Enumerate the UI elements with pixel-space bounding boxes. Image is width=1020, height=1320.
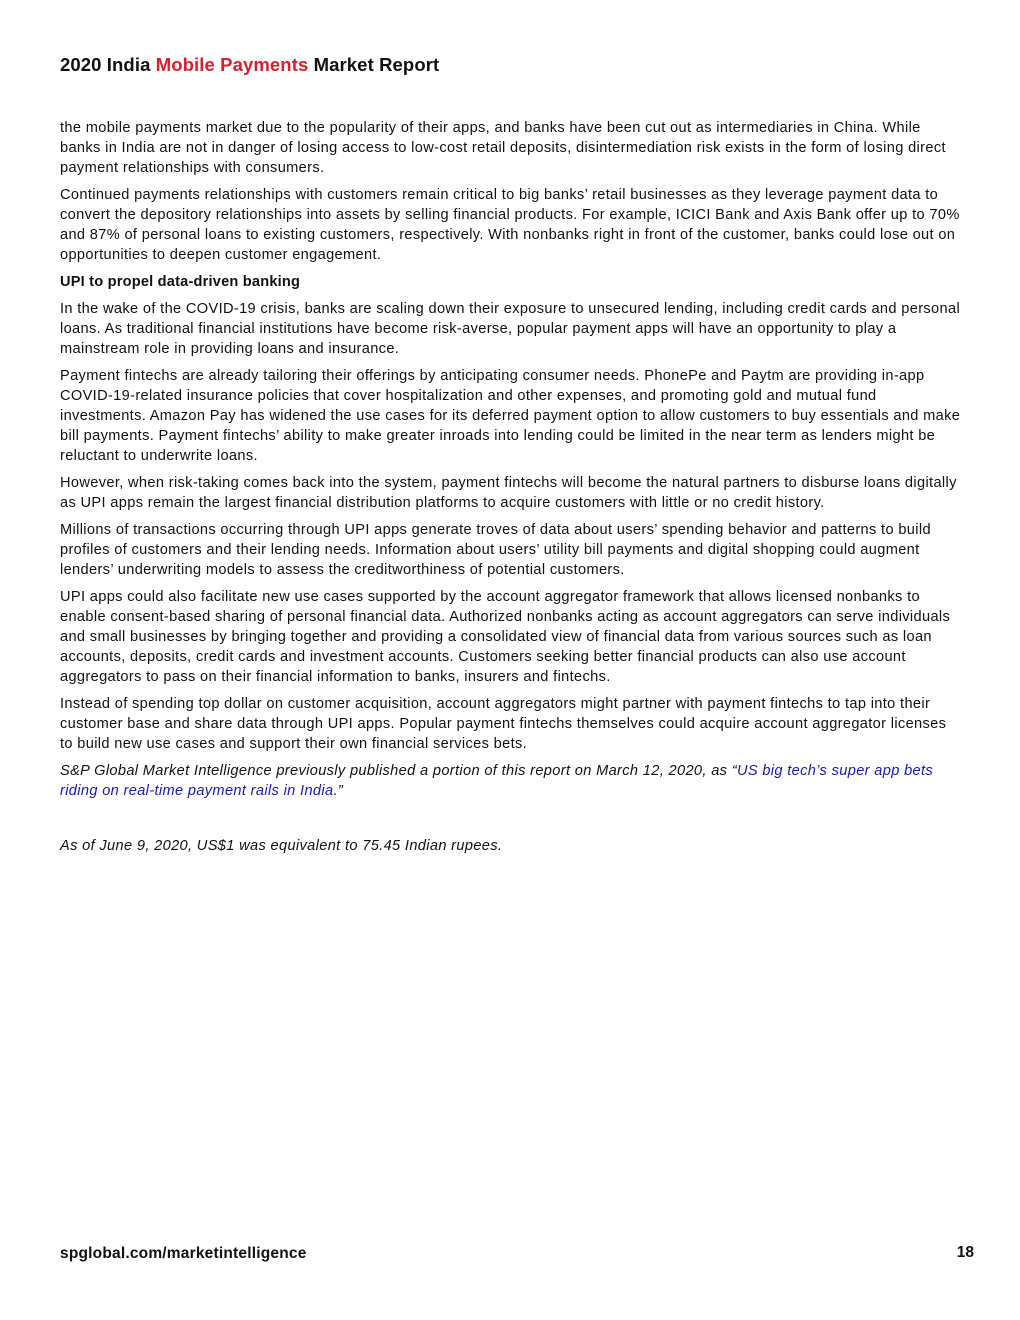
publication-note xyxy=(60,761,962,801)
paragraph-4: Payment fintechs are already tailoring their offerings by anticipating consumer needs. PhonePe and Paytm are providing in-app COVID-19-related insurance policies that cover hospitalization and other expenses, and promoting gold and mutual fund investments. Amazon Pay has widened the use cases for its deferred payment option to allow customers to buy essentials and make bill payments. Payment fintechs’ ability to make greater inroads into lending could be limited in the near term as lenders might be reluctant to underwrite loans. xyxy=(60,368,961,464)
footer-url: spglobal.com/marketintelligence xyxy=(60,1245,307,1262)
report-title-suffix: Market Report xyxy=(308,54,440,75)
paragraph-2: Continued payments relationships with customers remain critical to big banks’ retail businesses as they leverage payment data to convert the depository relationships into assets by selling financial products. For example, ICICI Bank and Axis Bank offer up to 70% and 87% of personal loans to existing customers, respectively. With nonbanks right in front of the customer, banks could lose out on opportunities to deepen customer engagement. xyxy=(60,187,960,263)
paragraph-1: the mobile payments market due to the popularity of their apps, and banks have been cut out as intermediaries in China. While banks in India are not in danger of losing access to low-cost retail deposits, disintermediation risk exists in the form of losing direct payment relationships with consumers. xyxy=(60,120,946,176)
report-title xyxy=(60,54,439,76)
paragraph-6: Millions of transactions occurring through UPI apps generate troves of data about users’ spending behavior and patterns to build profiles of customers and their lending needs. Information about users’ utility bill payments and digital shopping could augment lenders’ underwriting models to assess the creditworthiness of potential customers. xyxy=(60,522,931,578)
publication-note-suffix: .” xyxy=(333,783,344,799)
paragraph-3: In the wake of the COVID-19 crisis, banks are scaling down their exposure to unsecured lending, including credit cards and personal loans. As traditional financial institutions have become risk-averse, popular payment apps will have an opportunity to play a mainstream role in providing loans and insurance. xyxy=(60,301,961,357)
spacer xyxy=(60,808,962,836)
report-link[interactable]: US big tech’s super app bets riding on real-time payment rails in India xyxy=(60,763,934,799)
paragraph-7: UPI apps could also facilitate new use cases supported by the account aggregator framework that allows licensed nonbanks to enable consent-based sharing of personal financial data. Authorized nonbanks acting as account aggregators can serve individuals and small businesses by bringing together and providing a consolidated view of financial data from various sources such as loan accounts, deposits, credit cards and investment accounts. Customers seeking better financial products can also use account aggregators to pass on their financial information to banks, insurers and fintechs. xyxy=(60,589,951,685)
section-heading: UPI to propel data-driven banking xyxy=(60,274,301,290)
report-title-accent: Mobile Payments xyxy=(155,54,309,75)
page-number: 18 xyxy=(956,1244,974,1261)
article-body xyxy=(60,118,962,863)
paragraph-8: Instead of spending top dollar on customer acquisition, account aggregators might partner with payment fintechs to tap into their customer base and share data through UPI apps. Popular payment fintechs themselves could acquire account aggregator licenses to build new use cases and support their own financial services bets. xyxy=(60,696,947,752)
report-title-prefix: 2020 India xyxy=(60,54,156,75)
publication-note-prefix: S&P Global Market Intelligence previously published a portion of this report on March 12, 2020, as “ xyxy=(60,763,737,779)
paragraph-5: However, when risk-taking comes back into the system, payment fintechs will become the natural partners to disburse loans digitally as UPI apps remain the largest financial distribution platforms to acquire customers with little or no credit history. xyxy=(60,475,957,511)
currency-note: As of June 9, 2020, US$1 was equivalent to 75.45 Indian rupees. xyxy=(60,838,503,854)
